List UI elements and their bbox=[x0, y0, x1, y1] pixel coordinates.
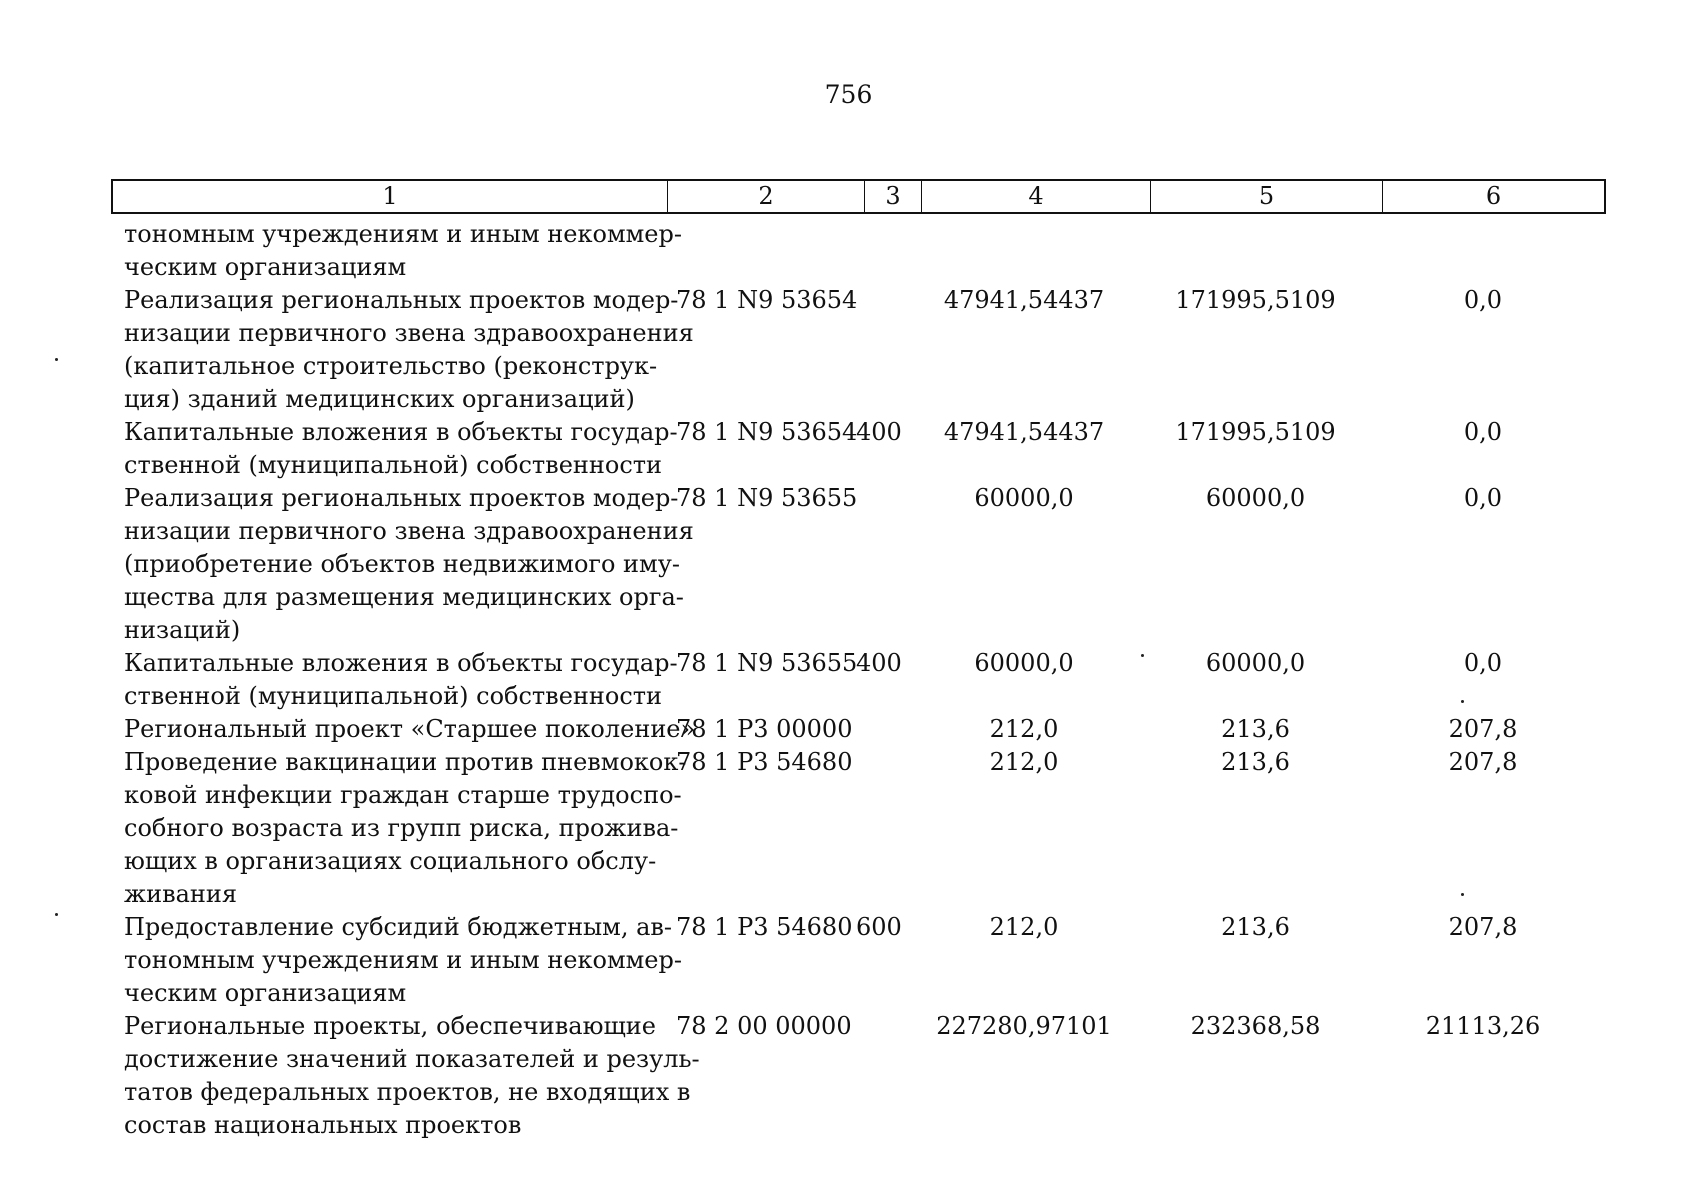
column-header-5: 5 bbox=[1151, 181, 1383, 212]
description-line: ция) зданий медицинских организаций) bbox=[124, 385, 635, 413]
column-header-1: 1 bbox=[113, 181, 668, 212]
row-value-col4: 47941,54437 bbox=[943, 418, 1105, 446]
description-line: ковой инфекции граждан старше трудоспо- bbox=[124, 781, 682, 809]
row-value-col4: 227280,97101 bbox=[936, 1012, 1112, 1040]
row-expense-type: 600 bbox=[856, 913, 902, 941]
description-line: живания bbox=[124, 880, 238, 908]
row-code: 78 1 P3 54680 bbox=[676, 748, 853, 776]
description-line: низации первичного звена здравоохранения bbox=[124, 319, 694, 347]
scan-speck bbox=[55, 358, 58, 361]
row-value-col5: 213,6 bbox=[1221, 715, 1290, 743]
description-line: Реализация региональных проектов модер- bbox=[124, 484, 679, 512]
description-line: собного возраста из групп риска, прожива- bbox=[124, 814, 679, 842]
row-code: 78 1 N9 53655 bbox=[676, 484, 858, 512]
row-value-col6: 207,8 bbox=[1448, 748, 1518, 776]
description-line: ческим организациям bbox=[124, 253, 407, 281]
description-line: низаций) bbox=[124, 616, 241, 644]
row-description bbox=[124, 1010, 700, 1142]
row-value-col4: 212,0 bbox=[989, 913, 1059, 941]
row-value-col5: 232368,58 bbox=[1190, 1012, 1321, 1040]
description-line: Проведение вакцинации против пневмокок- bbox=[124, 748, 687, 776]
page-number: 756 bbox=[824, 80, 873, 109]
table-row bbox=[124, 647, 1604, 713]
row-description bbox=[124, 218, 682, 284]
row-value-col6: 0,0 bbox=[1463, 649, 1503, 677]
table-row bbox=[124, 1010, 1604, 1142]
row-value-col4: 60000,0 bbox=[974, 649, 1074, 677]
column-header-4: 4 bbox=[922, 181, 1151, 212]
row-description bbox=[124, 416, 678, 482]
row-value-col5: 60000,0 bbox=[1205, 484, 1306, 512]
row-description bbox=[124, 482, 694, 647]
column-header-3: 3 bbox=[865, 181, 922, 212]
row-value-col6: 21113,26 bbox=[1425, 1012, 1541, 1040]
row-code: 78 1 N9 53655 bbox=[676, 649, 858, 677]
row-description bbox=[124, 647, 678, 713]
table-row bbox=[124, 713, 1604, 746]
row-description bbox=[124, 284, 694, 416]
table-column-header-row bbox=[111, 179, 1606, 214]
row-value-col5: 213,6 bbox=[1221, 748, 1290, 776]
description-line: Капитальные вложения в объекты государ- bbox=[124, 649, 678, 677]
row-description bbox=[124, 911, 682, 1010]
description-line: ственной (муниципальной) собственности bbox=[124, 451, 663, 479]
row-value-col4: 212,0 bbox=[989, 715, 1059, 743]
row-description bbox=[124, 713, 696, 746]
row-value-col5: 171995,5109 bbox=[1175, 286, 1336, 314]
description-line: Предоставление субсидий бюджетным, ав- bbox=[124, 913, 673, 941]
table-row bbox=[124, 416, 1604, 482]
row-code: 78 1 P3 54680 bbox=[676, 913, 853, 941]
row-value-col5: 60000,0 bbox=[1205, 649, 1306, 677]
row-description bbox=[124, 746, 687, 911]
row-value-col5: 213,6 bbox=[1221, 913, 1290, 941]
description-line: ственной (муниципальной) собственности bbox=[124, 682, 663, 710]
description-line: низации первичного звена здравоохранения bbox=[124, 517, 694, 545]
row-value-col5: 171995,5109 bbox=[1175, 418, 1336, 446]
description-line: Региональные проекты, обеспечивающие bbox=[124, 1012, 656, 1040]
description-line: (приобретение объектов недвижимого иму- bbox=[124, 550, 680, 578]
description-line: состав национальных проектов bbox=[124, 1111, 522, 1139]
description-line: татов федеральных проектов, не входящих в bbox=[124, 1078, 691, 1106]
scan-speck bbox=[1141, 654, 1144, 657]
column-header-6: 6 bbox=[1485, 182, 1502, 210]
description-line: Капитальные вложения в объекты государ- bbox=[124, 418, 678, 446]
row-code: 78 1 P3 00000 bbox=[676, 715, 853, 743]
description-line: Региональный проект «Старшее поколение» bbox=[124, 715, 696, 743]
scan-speck bbox=[55, 913, 58, 916]
row-value-col6: 0,0 bbox=[1463, 484, 1503, 512]
row-code: 78 1 N9 53654 bbox=[676, 286, 858, 314]
description-line: щества для размещения медицинских орга- bbox=[124, 583, 684, 611]
description-line: тономным учреждениям и иным некоммер- bbox=[124, 220, 682, 248]
description-line: ющих в организациях социального обслу- bbox=[124, 847, 657, 875]
description-line: Реализация региональных проектов модер- bbox=[124, 286, 679, 314]
row-value-col4: 60000,0 bbox=[974, 484, 1074, 512]
description-line: ческим организациям bbox=[124, 979, 407, 1007]
row-value-col6: 0,0 bbox=[1463, 418, 1503, 446]
row-value-col4: 47941,54437 bbox=[943, 286, 1105, 314]
description-line: достижение значений показателей и резуль- bbox=[124, 1045, 700, 1073]
row-code: 78 1 N9 53654 bbox=[676, 418, 858, 446]
table-row bbox=[124, 284, 1604, 416]
scan-speck bbox=[1461, 700, 1464, 703]
scan-speck bbox=[1461, 893, 1464, 896]
table-body bbox=[124, 218, 1604, 1142]
row-value-col4: 212,0 bbox=[989, 748, 1059, 776]
row-value-col6: 0,0 bbox=[1463, 286, 1503, 314]
table-row bbox=[124, 746, 1604, 911]
row-value-col6: 207,8 bbox=[1448, 913, 1518, 941]
table-row bbox=[124, 482, 1604, 647]
description-line: (капитальное строительство (реконструк- bbox=[124, 352, 658, 380]
table-row bbox=[124, 911, 1604, 1010]
row-value-col6: 207,8 bbox=[1448, 715, 1518, 743]
column-header-2: 2 bbox=[668, 181, 865, 212]
table-row bbox=[124, 218, 1604, 284]
row-code: 78 2 00 00000 bbox=[676, 1012, 852, 1040]
description-line: тономным учреждениям и иным некоммер- bbox=[124, 946, 682, 974]
row-expense-type: 400 bbox=[856, 418, 902, 446]
row-expense-type: 400 bbox=[856, 649, 902, 677]
